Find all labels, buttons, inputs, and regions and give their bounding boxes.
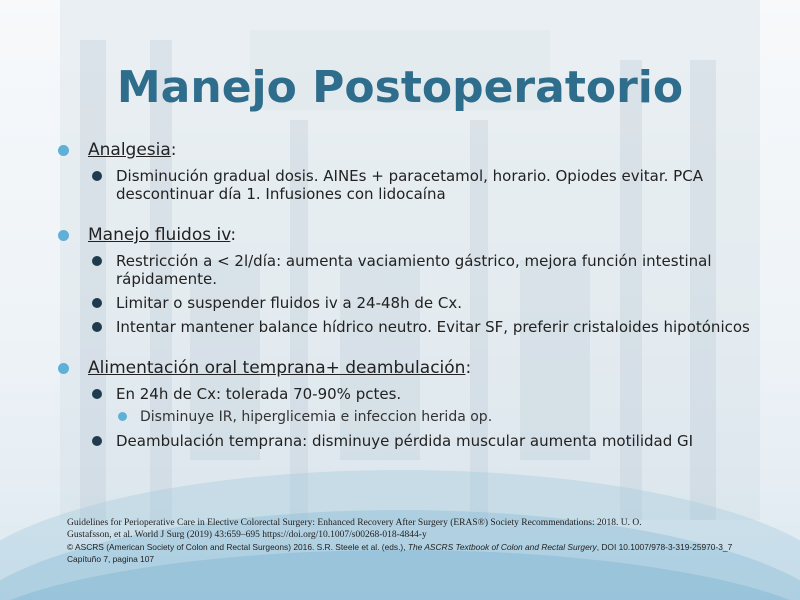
level2-item <box>58 318 758 336</box>
section-analgesia <box>58 140 758 203</box>
bullet-icon <box>92 436 102 446</box>
level2-item <box>58 294 758 312</box>
reference-line: Gustafsson, et al. World J Surg (2019) 43:659–695 https://doi.org/10.1007/s00268-018-4844-y <box>67 530 427 540</box>
bullet-icon <box>58 230 69 241</box>
section-heading: Analgesia <box>88 140 171 160</box>
bullet-icon <box>92 171 102 181</box>
level1-item: Manejo fluidos iv: <box>58 225 758 246</box>
level2-item <box>58 432 758 450</box>
level1-item: Alimentación oral temprana+ deambulación: <box>58 358 758 379</box>
section-oral-feeding <box>58 358 758 450</box>
section-fluids <box>58 225 758 336</box>
item-text: Restricción a < 2l/día: aumenta vaciamiento gástrico, mejora función intestinal rápidamente. <box>116 252 712 288</box>
bullet-icon <box>58 363 69 374</box>
bullet-icon <box>92 256 102 266</box>
item-text: Disminuye IR, hiperglicemia e infeccion herida op. <box>140 409 493 425</box>
level2-item <box>58 252 758 288</box>
level1-item: Analgesia: <box>58 140 758 161</box>
reference-line: © ASCRS (American Society of Colon and Rectal Surgeons) 2016. S.R. Steele et al. (eds.), The ASCRS Textbook of Colon and Rectal Surgery, DOI 10.1007/978-3-319-25970-3_7 Capítuño 7, pagina 107 <box>67 542 733 564</box>
level2-item <box>58 167 758 203</box>
item-text: Deambulación temprana: disminuye pérdida muscular aumenta motilidad GI <box>116 432 694 450</box>
bullet-icon <box>92 322 102 332</box>
references <box>67 517 737 565</box>
slide-title: Manejo Postoperatorio <box>116 62 684 113</box>
section-heading: Alimentación oral temprana+ deambulación <box>88 358 466 378</box>
item-text: Intentar mantener balance hídrico neutro. Evitar SF, preferir cristaloides hipotónicos <box>116 318 750 336</box>
reference-line: Guidelines for Perioperative Care in Elective Colorectal Surgery: Enhanced Recovery After Surgery (ERAS®) Society Recommendations: 2018. U. O. <box>67 518 642 528</box>
slide-content <box>58 140 758 472</box>
bullet-icon <box>58 145 69 156</box>
bullet-icon <box>118 412 127 421</box>
level2-item <box>58 385 758 403</box>
section-heading: Manejo fluidos iv <box>88 225 231 245</box>
bullet-icon <box>92 298 102 308</box>
item-text: Disminución gradual dosis. AINEs + paracetamol, horario. Opiodes evitar. PCA descontinuar día 1. Infusiones con lidocaína <box>116 167 703 203</box>
item-text: Limitar o suspender fluidos iv a 24-48h de Cx. <box>116 294 463 312</box>
level3-item <box>58 408 758 426</box>
item-text: En 24h de Cx: tolerada 70-90% pctes. <box>116 385 402 403</box>
bullet-icon <box>92 389 102 399</box>
